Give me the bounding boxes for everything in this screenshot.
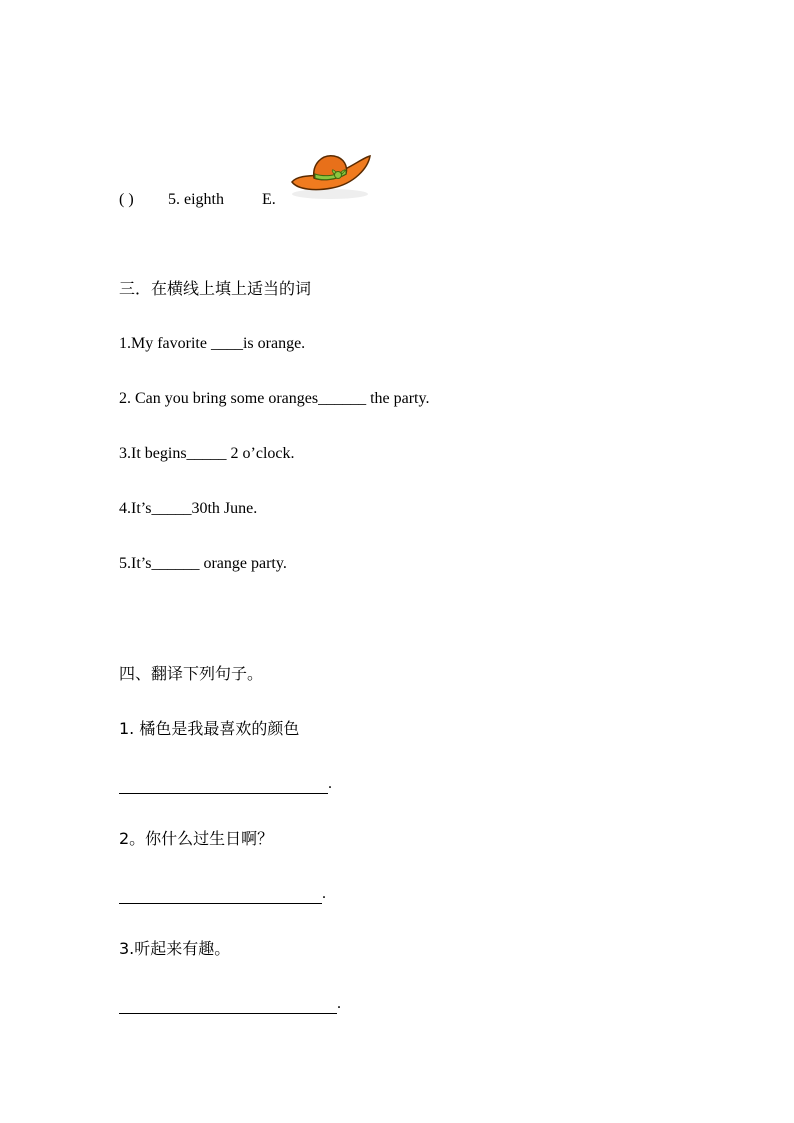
translate-prompt-3: 3.听起来有趣。 <box>119 939 231 958</box>
answer-rule <box>119 997 337 1014</box>
fill-blank-item-5: 5.It’s______ orange party. <box>119 555 287 572</box>
answer-paren[interactable]: ( ) <box>119 191 134 208</box>
translate-answer-1[interactable] <box>119 774 332 794</box>
fill-blank-item-2: 2. Can you bring some oranges______ the party. <box>119 390 430 407</box>
fill-blank-item-4: 4.It’s_____30th June. <box>119 500 258 517</box>
answer-period: . <box>328 775 332 792</box>
matching-item-5: 5. eighth <box>168 191 224 208</box>
option-letter-e: E. <box>262 191 276 208</box>
fill-blank-item-3: 3.It begins_____ 2 o’clock. <box>119 445 295 462</box>
section3-heading: 三．在横线上填上适当的词 <box>119 279 312 298</box>
section4-heading: 四、翻译下列句子。 <box>119 664 264 683</box>
orange-hat-icon <box>288 146 372 204</box>
fill-blank-item-1: 1.My favorite ____is orange. <box>119 335 306 352</box>
answer-period: . <box>337 995 341 1012</box>
translate-answer-3[interactable] <box>119 994 341 1014</box>
translate-prompt-2: 2。你什么过生日啊？ <box>119 829 274 848</box>
answer-rule <box>119 887 322 904</box>
translate-prompt-1: 1. 橘色是我最喜欢的颜色 <box>119 719 300 738</box>
answer-period: . <box>322 885 326 902</box>
translate-answer-2[interactable] <box>119 884 326 904</box>
answer-rule <box>119 777 328 794</box>
